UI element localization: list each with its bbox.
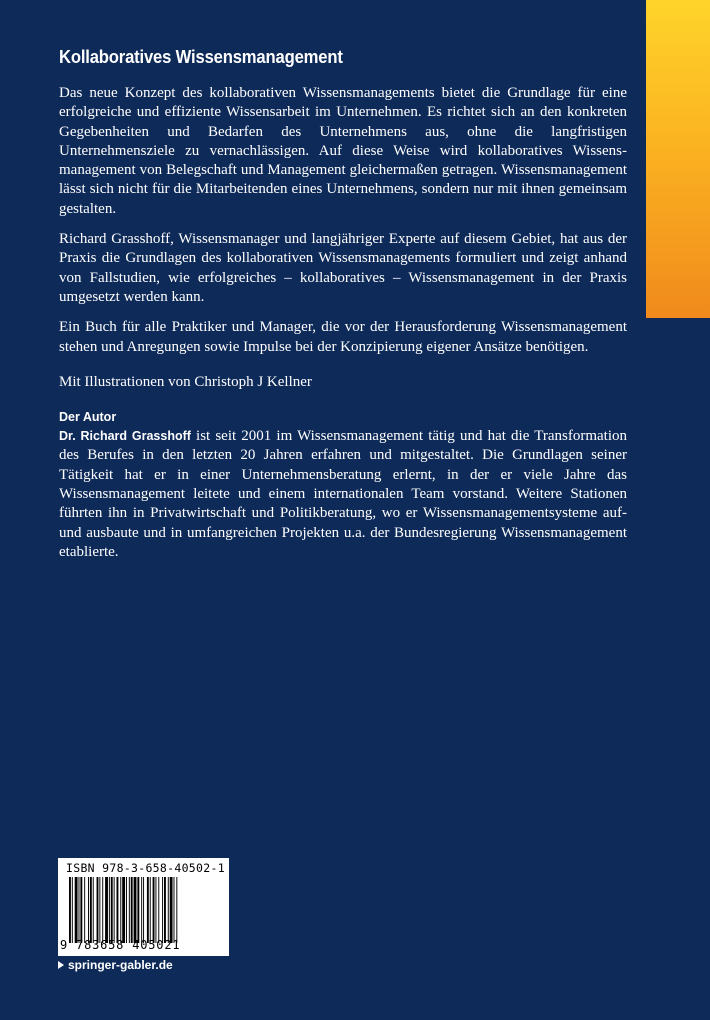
blurb-paragraph-1: Das neue Konzept des kollaborativen Wissensmanagements bietet die Grundlage für eine erfolgreiche und effiziente Wissensarbeit im Unternehmen. Es richtet sich an den konkreten Gegebenheiten und Bedarfen des Unternehmens aus, ohne die langfristigen Unternehmensziele zu vernachlässigen. Auf diese Weise wird kollaboratives Wissensmanagement von Belegschaft und Management gleichermaßen getragen. Wissensmanagement lässt sich nicht für die Mitarbeitenden eines Unternehmens, sondern nur mit ihnen gemeinsam gestalten. bbox=[59, 85, 627, 217]
isbn-label: ISBN 978-3-658-40502-1 bbox=[66, 861, 225, 875]
orange-accent-bar bbox=[646, 0, 710, 318]
blurb-paragraph-2: Richard Grasshoff, Wissensmanager und langjähriger Experte auf diesem Gebiet, hat aus der Praxis die Grundlagen des kollaborativen Wissensmanagements formuliert und zeigt anhand von Fallstudien, wie erfolgreiches – kollaboratives – Wissensmanagement in der Praxis umgesetzt werden kann. bbox=[59, 231, 627, 305]
isbn-barcode bbox=[58, 858, 229, 956]
book-title: Kollaboratives Wissensmanagement bbox=[59, 46, 343, 67]
back-cover-text bbox=[59, 84, 627, 562]
publisher-url: springer-gabler.de bbox=[68, 958, 173, 972]
arrow-right-icon bbox=[58, 961, 64, 969]
author-bio bbox=[59, 427, 627, 562]
illustration-credit: Mit Illustrationen von Christoph J Kellner bbox=[59, 373, 312, 390]
blurb-paragraph-3: Ein Buch für alle Praktiker und Manager, die vor der Herausforderung Wissensmanagement stehen und Anregungen sowie Impulse bei der Konzipierung eigener Ansätze benötigen. bbox=[59, 319, 627, 355]
author-bio-text: ist seit 2001 im Wissensmanagement tätig und hat die Transformation des Berufes in den letzten 20 Jahren erfahren und mitgestaltet. Die Grundlagen seiner Tätigkeit hat er in einer Unternehmensberatung erlernt, in der er viele Jahre das Wissensmanagement leitete und einem internationalen Team vorstand. Weitere Stationen führten ihn in Privatwirtschaft und Politikberatung, wo er Wissensmanagementsysteme auf- und ausbaute und in umfangreichen Projekten u.a. der Bundesregierung Wissensmanagement etablierte. bbox=[59, 428, 627, 560]
author-heading: Der Autor bbox=[59, 410, 117, 425]
barcode-bars bbox=[67, 877, 221, 943]
publisher-link[interactable] bbox=[58, 958, 173, 972]
author-name: Dr. Richard Grasshoff bbox=[59, 429, 191, 444]
barcode-digits: 9 783658 405021 bbox=[60, 938, 181, 952]
